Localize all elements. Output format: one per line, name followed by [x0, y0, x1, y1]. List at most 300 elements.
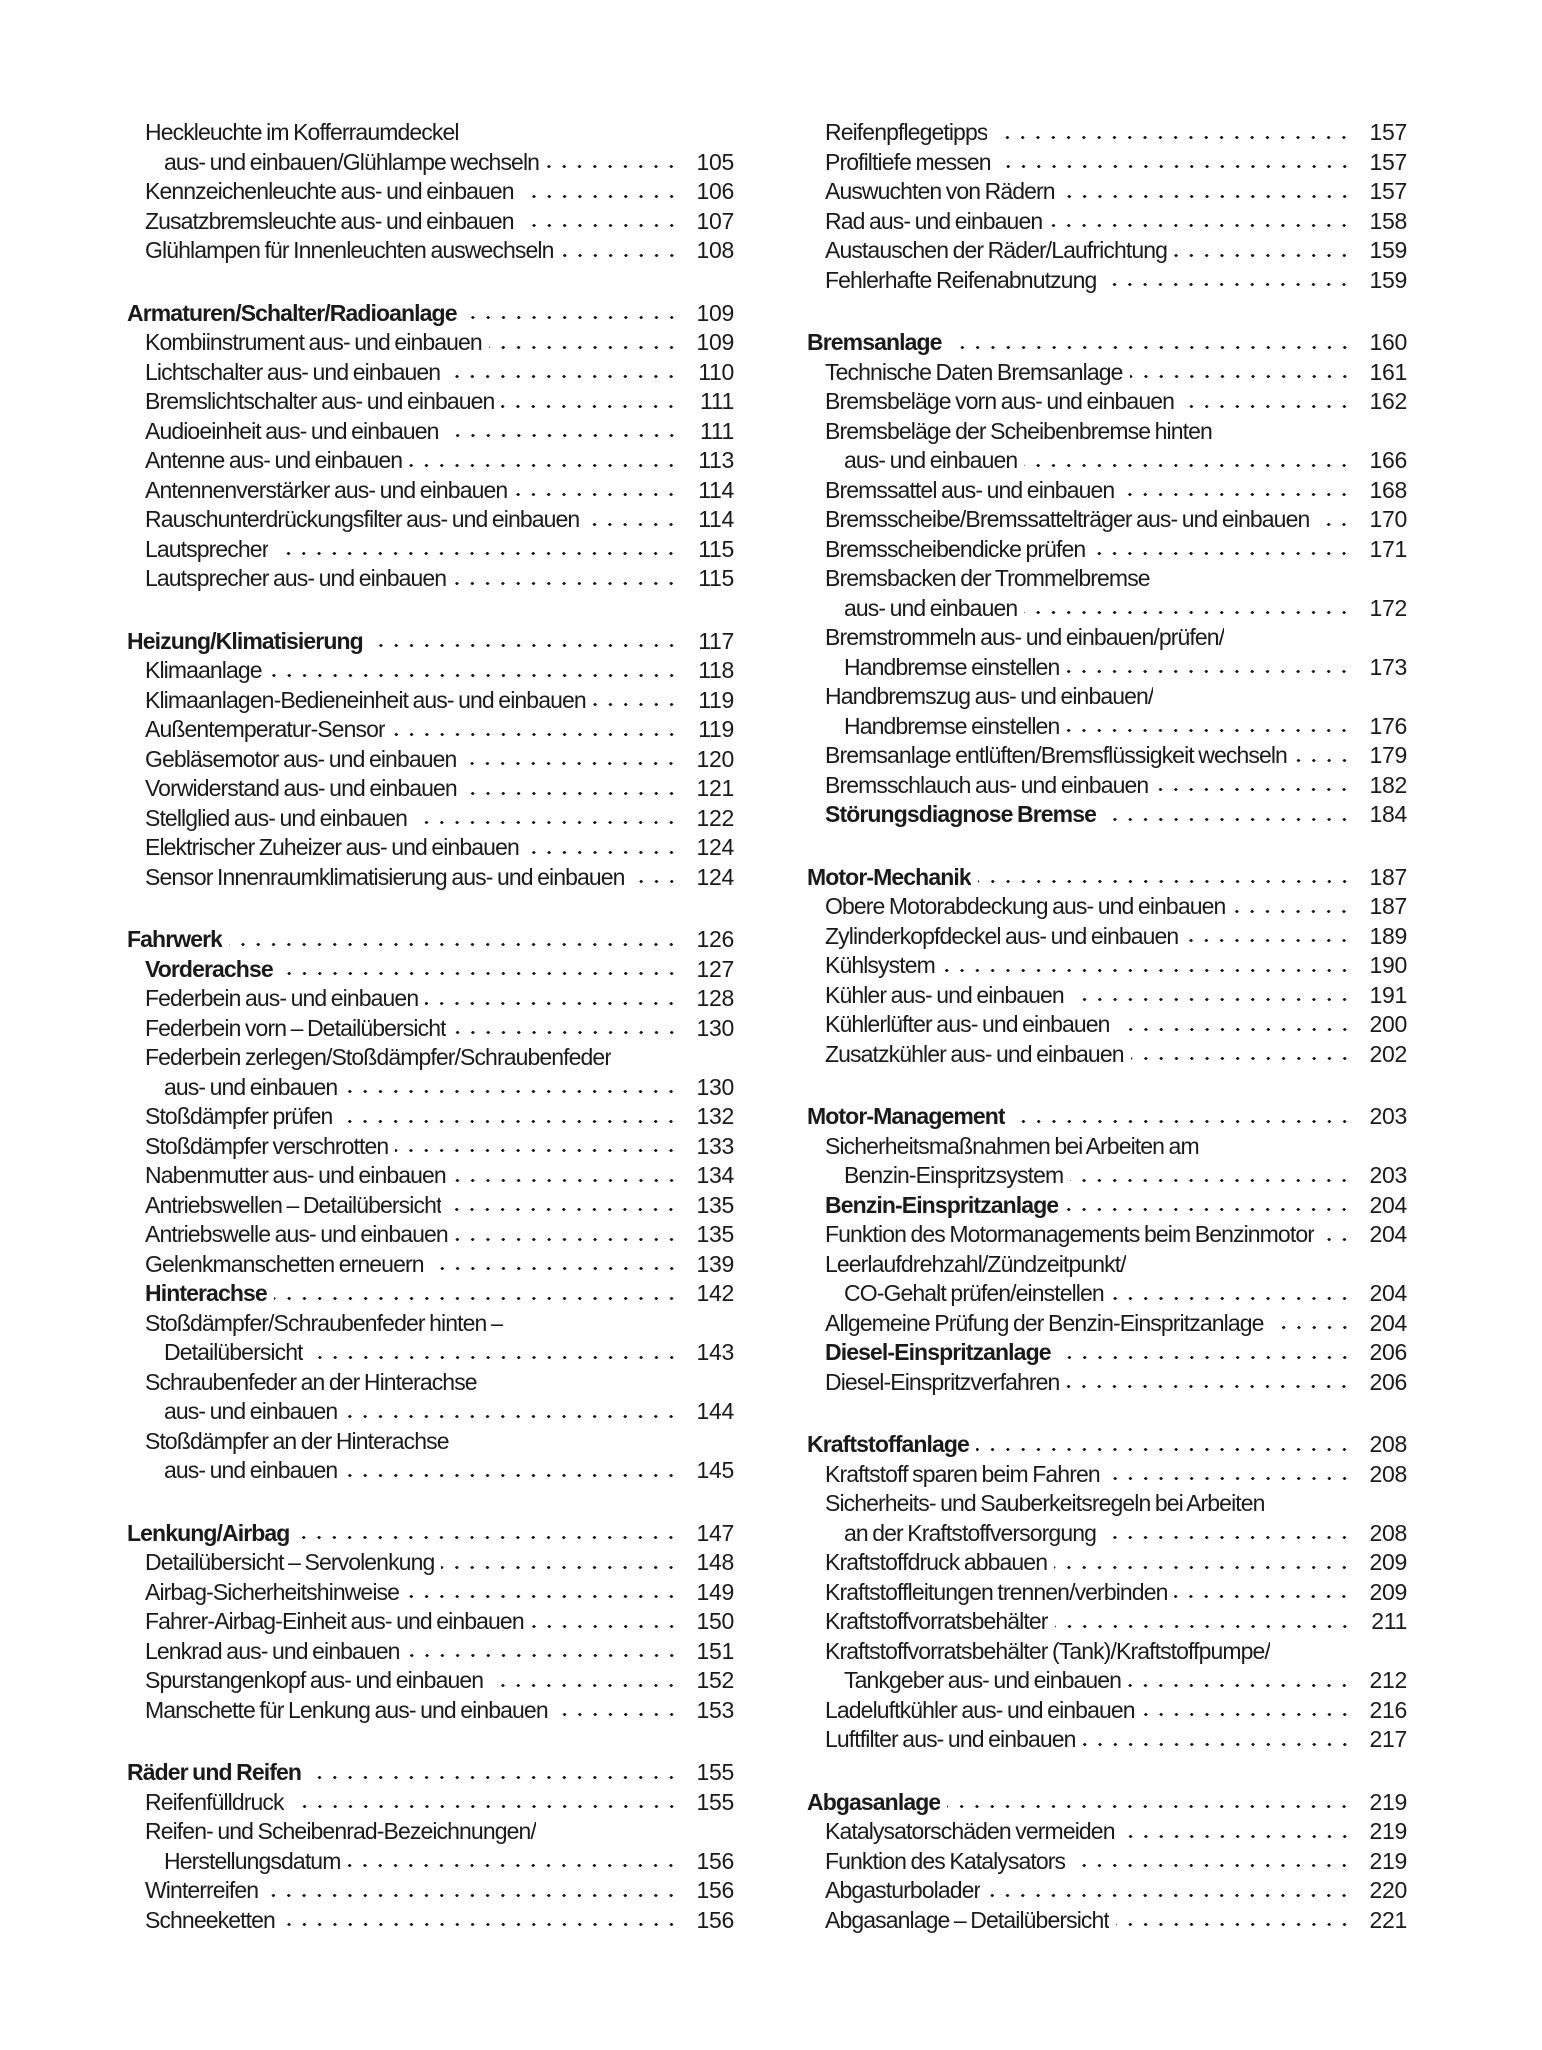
toc-entry-label: Kühlerlüfter aus- und einbauen — [825, 1011, 1110, 1037]
dot-leader — [555, 1712, 680, 1717]
dot-leader — [414, 820, 680, 825]
toc-entry-label: Reifenpflegetipps — [825, 119, 988, 145]
toc-entry-label: aus- und einbauen — [164, 1398, 338, 1424]
dot-leader — [1103, 282, 1353, 287]
toc-page-number: 187 — [1369, 863, 1407, 890]
toc-page-number: 121 — [696, 775, 734, 801]
toc-row — [807, 505, 1407, 535]
toc-entry-label: Antriebswellen – Detailübersicht — [145, 1191, 442, 1218]
toc-row — [807, 1010, 1407, 1040]
toc-row — [807, 653, 1407, 683]
dot-leader — [463, 761, 680, 766]
toc-entry-label: Antennenverstärker aus- und einbauen — [145, 476, 508, 503]
toc-section-title: Fahrwerk — [127, 926, 223, 952]
toc-row — [127, 118, 734, 148]
toc-entry-label: Klimaanlage — [145, 657, 262, 683]
toc-page-number: 126 — [696, 926, 734, 952]
dot-leader — [392, 732, 680, 737]
toc-entry-label: Federbein vorn – Detailübersicht — [145, 1014, 446, 1041]
toc-entry-label: Funktion des Motormanagements beim Benzinmotor — [825, 1221, 1314, 1247]
toc-entry-label: Außentemperatur-Sensor — [145, 716, 385, 742]
dot-leader — [296, 1535, 680, 1540]
toc-page-number: 162 — [1369, 388, 1407, 414]
toc-entry-label: Diesel-Einspritzanlage — [825, 1339, 1051, 1365]
toc-page-number: 106 — [696, 178, 734, 204]
toc-row — [807, 1548, 1407, 1578]
toc-page-number: 114 — [698, 506, 734, 532]
toc-entry-label: Luftfilter aus- und einbauen — [825, 1726, 1076, 1752]
toc-entry-label: Zylinderkopfdeckel aus- und einbauen — [825, 922, 1179, 949]
toc-section-title: Räder und Reifen — [127, 1759, 302, 1785]
toc-entry-label: Kraftstoff sparen beim Fahren — [825, 1460, 1100, 1487]
toc-entry-label: Fahrer-Airbag-Einheit aus- und einbauen — [145, 1608, 524, 1634]
toc-entry-label: Rad aus- und einbauen — [825, 207, 1043, 234]
toc-entry-label: Sicherheitsmaßnahmen bei Arbeiten am — [825, 1132, 1199, 1159]
toc-page-number: 208 — [1369, 1519, 1407, 1546]
toc-page-number: 220 — [1369, 1877, 1407, 1903]
toc-page-number: 147 — [696, 1519, 734, 1546]
dot-leader — [1316, 522, 1353, 527]
toc-page-number: 111 — [699, 417, 734, 444]
toc-row — [127, 863, 734, 893]
toc-entry-label: Obere Motorabdeckung aus- und einbauen — [825, 893, 1226, 919]
toc-section-title: Motor-Management — [807, 1103, 1005, 1129]
toc-entry-label: Abgasturbolader — [825, 1877, 981, 1903]
toc-column-right — [807, 118, 1407, 1935]
toc-page-number: 168 — [1369, 476, 1407, 503]
toc-page-number: 117 — [698, 627, 734, 654]
toc-row — [807, 1040, 1407, 1070]
dot-leader — [561, 253, 680, 258]
toc-entry-label: Elektrischer Zuheizer aus- und einbauen — [145, 834, 519, 860]
dot-leader — [978, 879, 1353, 884]
toc-row — [127, 833, 734, 863]
dot-leader — [291, 1804, 680, 1809]
toc-entry-label: aus- und einbauen — [844, 447, 1018, 473]
toc-page-number: 132 — [696, 1103, 734, 1129]
toc-row — [127, 745, 734, 775]
dot-leader — [274, 1296, 680, 1301]
dot-leader — [464, 791, 680, 796]
dot-leader — [987, 1893, 1353, 1898]
toc-entry-label: Kraftstoffvorratsbehälter (Tank)/Kraftstoffpumpe/ — [825, 1637, 1270, 1664]
dot-leader — [453, 1030, 680, 1035]
toc-entry-label: Bremsanlage entlüften/Bremsflüssigkeit wechseln — [825, 742, 1287, 768]
toc-page-number: 179 — [1369, 742, 1407, 768]
toc-entry-label: Klimaanlagen-Bedieneinheit aus- und einbauen — [145, 686, 586, 713]
toc-entry-label: Allgemeine Prüfung der Benzin-Einspritzanlage — [825, 1309, 1264, 1336]
toc-row — [127, 387, 734, 417]
dot-leader — [1065, 1207, 1353, 1212]
toc-page-number: 202 — [1369, 1040, 1407, 1067]
toc-row — [127, 148, 734, 178]
toc-page-number: 221 — [1369, 1906, 1407, 1933]
toc-page-number: 219 — [1369, 1788, 1407, 1815]
toc-page-number: 208 — [1369, 1460, 1407, 1487]
toc-row — [807, 741, 1407, 771]
toc-row — [127, 476, 734, 506]
toc-section-header-row — [807, 863, 1407, 893]
dot-leader — [521, 223, 680, 228]
toc-page-number: 212 — [1369, 1667, 1407, 1693]
toc-entry-label: Kennzeichenleuchte aus- und einbauen — [145, 178, 514, 204]
dot-leader — [1271, 1325, 1353, 1330]
dot-leader — [593, 702, 680, 707]
toc-entry-label: Manschette für Lenkung aus- und einbauen — [145, 1696, 548, 1723]
toc-entry-label: Hinterachse — [145, 1280, 267, 1306]
toc-row — [127, 1788, 734, 1818]
toc-row — [127, 1847, 734, 1877]
toc-entry-label: Benzin-Einspritzsystem — [844, 1162, 1064, 1188]
toc-entry-label: aus- und einbauen/Glühlampe wechseln — [164, 148, 540, 175]
toc-page-number: 208 — [1369, 1431, 1407, 1457]
toc-row — [127, 505, 734, 535]
toc-page-number: 105 — [696, 148, 734, 175]
toc-row — [127, 1279, 734, 1309]
toc-column-left — [127, 118, 734, 1935]
toc-row — [127, 564, 734, 594]
toc-row — [127, 656, 734, 686]
toc-row — [807, 981, 1407, 1011]
toc-row — [127, 1014, 734, 1044]
toc-row — [127, 1250, 734, 1280]
toc-row — [807, 922, 1407, 952]
dot-leader — [546, 164, 680, 169]
toc-page-number: 144 — [696, 1398, 734, 1424]
toc-row — [807, 535, 1407, 565]
toc-entry-label: Airbag-Sicherheitshinweise — [145, 1578, 400, 1605]
toc-page-number: 158 — [1369, 207, 1407, 234]
toc-row — [127, 1132, 734, 1162]
toc-page-number: 108 — [696, 237, 734, 263]
toc-page-number: 170 — [1369, 506, 1407, 532]
toc-page-number: 156 — [696, 1906, 734, 1933]
toc-entry-label: aus- und einbauen — [164, 1457, 338, 1483]
dot-leader — [344, 1089, 680, 1094]
toc-entry-label: Reifenfülldruck — [145, 1788, 284, 1815]
toc-entry-label: Leerlaufdrehzahl/Zündzeitpunkt/ — [825, 1250, 1126, 1277]
dot-leader — [453, 1178, 680, 1183]
dot-leader — [1181, 404, 1353, 409]
toc-row — [127, 1548, 734, 1578]
dot-leader — [1066, 1384, 1353, 1389]
toc-entry-label: Winterreifen — [145, 1877, 259, 1903]
dot-leader — [1092, 551, 1353, 556]
toc-row — [127, 1696, 734, 1726]
toc-entry-label: Zusatzbremsleuchte aus- und einbauen — [145, 207, 514, 234]
toc-row — [127, 535, 734, 565]
toc-section-header-row — [127, 1519, 734, 1549]
toc-section-title: Lenkung/Airbag — [127, 1519, 290, 1546]
toc-page-number: 135 — [696, 1191, 734, 1218]
toc-row — [807, 564, 1407, 594]
dot-leader — [370, 643, 680, 648]
toc-entry-label: Nabenmutter aus- und einbauen — [145, 1162, 446, 1188]
toc-page-number: 189 — [1369, 922, 1407, 949]
toc-row — [807, 1817, 1407, 1847]
toc-entry-label: Detailübersicht – Servolenkung — [145, 1549, 435, 1575]
toc-entry-label: Schneeketten — [145, 1906, 275, 1933]
toc-entry-label: Lautsprecher aus- und einbauen — [145, 565, 447, 591]
toc-page-number: 159 — [1369, 266, 1407, 293]
toc-row — [807, 236, 1407, 266]
dot-leader — [310, 1355, 680, 1360]
toc-section-header-row — [807, 1102, 1407, 1132]
toc-page-number: 109 — [696, 329, 734, 355]
dot-leader — [344, 1414, 680, 1419]
toc-page-number: 124 — [696, 863, 734, 890]
dot-leader — [1185, 938, 1353, 943]
toc-row — [127, 1427, 734, 1457]
toc-entry-label: Handbremse einstellen — [844, 653, 1060, 680]
toc-page-number: 187 — [1369, 893, 1407, 919]
toc-row — [127, 1578, 734, 1608]
dot-leader — [976, 1447, 1353, 1452]
dot-leader — [406, 1594, 680, 1599]
toc-entry-label: Bremssattel aus- und einbauen — [825, 476, 1115, 503]
toc-page-number: 135 — [696, 1221, 734, 1247]
toc-entry-label: Rauschunterdrückungsfilter aus- und einbauen — [145, 506, 580, 532]
toc-page-number: 139 — [696, 1250, 734, 1277]
toc-page-number: 134 — [696, 1162, 734, 1188]
toc-row — [127, 774, 734, 804]
toc-page-number: 204 — [1369, 1221, 1407, 1247]
toc-page-number: 145 — [696, 1457, 734, 1483]
dot-leader — [344, 1473, 680, 1478]
dot-leader — [308, 1775, 680, 1780]
toc-page-number: 204 — [1369, 1191, 1407, 1218]
toc-row — [807, 1578, 1407, 1608]
dot-leader — [431, 1266, 680, 1271]
toc-section-header-row — [807, 1430, 1407, 1460]
toc-row — [127, 1102, 734, 1132]
toc-row — [127, 804, 734, 834]
toc-row — [127, 1666, 734, 1696]
toc-entry-label: Antenne aus- und einbauen — [145, 447, 403, 473]
toc-row — [807, 1666, 1407, 1696]
toc-page-number: 200 — [1369, 1011, 1407, 1037]
dot-leader — [1117, 1027, 1353, 1032]
toc-section-title: Bremsanlage — [807, 329, 942, 355]
toc-row — [127, 1637, 734, 1667]
toc-entry-label: Lautsprecher — [145, 535, 269, 562]
toc-section-title: Kraftstoffanlage — [807, 1431, 969, 1457]
dot-leader — [446, 433, 680, 438]
dot-leader — [1107, 1476, 1353, 1481]
toc-page-number: 110 — [698, 358, 734, 385]
dot-leader — [1071, 997, 1353, 1002]
toc-entry-label: Federbein zerlegen/Stoßdämpfer/Schraubenfeder — [145, 1044, 612, 1070]
dot-leader — [1122, 1834, 1353, 1839]
toc-section — [127, 118, 734, 266]
toc-page-number: 149 — [696, 1578, 734, 1605]
toc-entry-label: Vorwiderstand aus- und einbauen — [145, 775, 457, 801]
toc-entry-label: Kraftstoffleitungen trennen/verbinden — [825, 1578, 1168, 1605]
dot-leader — [441, 1565, 680, 1570]
toc-entry-label: Sensor Innenraumklimatisierung aus- und einbauen — [145, 863, 625, 890]
dot-leader — [1142, 1712, 1353, 1717]
toc-row — [807, 1338, 1407, 1368]
toc-entry-label: Funktion des Katalysators — [825, 1847, 1066, 1874]
toc-entry-label: Bremslichtschalter aus- und einbauen — [145, 388, 495, 414]
toc-page-number: 119 — [698, 716, 734, 742]
dot-leader — [942, 968, 1353, 973]
toc-row — [127, 984, 734, 1014]
toc-row — [807, 476, 1407, 506]
toc-entry-label: Bremsbeläge der Scheibenbremse hinten — [825, 417, 1212, 444]
dot-leader — [947, 1804, 1353, 1809]
dot-leader — [1066, 728, 1353, 733]
toc-row — [127, 955, 734, 985]
dot-leader — [521, 194, 680, 199]
dot-leader — [490, 1683, 680, 1688]
dot-leader — [998, 164, 1353, 169]
toc-section — [127, 925, 734, 1486]
toc-row — [127, 686, 734, 716]
toc-page-number: 120 — [696, 745, 734, 772]
toc-page-number: 153 — [696, 1696, 734, 1723]
toc-entry-label: Zusatzkühler aus- und einbauen — [825, 1040, 1124, 1067]
toc-row — [127, 328, 734, 358]
dot-leader — [275, 551, 680, 556]
toc-entry-label: Stoßdämpfer verschrotten — [145, 1132, 389, 1159]
dot-leader — [1083, 1742, 1353, 1747]
toc-entry-label: Audioeinheit aus- und einbauen — [145, 417, 439, 444]
toc-row — [807, 417, 1407, 447]
dot-leader — [455, 1237, 680, 1242]
toc-entry-label: Herstellungsdatum — [164, 1847, 341, 1874]
toc-page-number: 219 — [1369, 1847, 1407, 1874]
toc-entry-label: Gebläsemotor aus- und einbauen — [145, 745, 457, 772]
toc-section-title: Armaturen/Schalter/Radioanlage — [127, 299, 457, 326]
toc-page-number: 217 — [1369, 1726, 1407, 1752]
toc-page-number: 159 — [1369, 237, 1407, 263]
toc-entry-label: Kraftstoffdruck abbauen — [825, 1549, 1048, 1575]
dot-leader — [1070, 1178, 1353, 1183]
toc-row — [807, 1489, 1407, 1519]
dot-leader — [339, 1119, 680, 1124]
toc-section-header-row — [127, 627, 734, 657]
dot-leader — [1066, 669, 1353, 674]
toc-row — [807, 1250, 1407, 1280]
toc-entry-label: Bremsscheibendicke prüfen — [825, 535, 1086, 562]
dot-leader — [1049, 223, 1353, 228]
toc-page-number: 148 — [696, 1549, 734, 1575]
dot-leader — [1103, 1535, 1353, 1540]
toc-section — [807, 1102, 1407, 1397]
toc-entry-label: Bremsbeläge vorn aus- und einbauen — [825, 388, 1174, 414]
toc-section-header-row — [807, 328, 1407, 358]
toc-page-number: 204 — [1369, 1309, 1407, 1336]
toc-page-number: 156 — [696, 1877, 734, 1903]
toc-section-title: Heizung/Klimatisierung — [127, 627, 363, 654]
toc-entry-label: aus- und einbauen — [164, 1073, 338, 1100]
toc-row — [127, 1073, 734, 1103]
toc-page-number: 184 — [1369, 801, 1407, 827]
dot-leader — [949, 345, 1353, 350]
dot-leader — [448, 1207, 680, 1212]
toc-row — [807, 148, 1407, 178]
toc-entry-label: Kraftstoffvorratsbehälter — [825, 1608, 1048, 1634]
toc-page-number: 122 — [696, 804, 734, 831]
toc-page-number: 176 — [1369, 712, 1407, 739]
toc-page-number: 130 — [696, 1014, 734, 1041]
dot-leader — [994, 135, 1353, 140]
toc-row — [807, 682, 1407, 712]
toc-page-number: 109 — [696, 299, 734, 326]
toc-entry-label: Störungsdiagnose Bremse — [825, 801, 1096, 827]
toc-section — [807, 863, 1407, 1070]
dot-leader — [1062, 194, 1353, 199]
toc-entry-label: Stoßdämpfer an der Hinterachse — [145, 1427, 449, 1454]
toc-row — [127, 1043, 734, 1073]
toc-entry-label: Technische Daten Bremsanlage — [825, 358, 1123, 385]
toc-entry-label: Ladeluftkühler aus- und einbauen — [825, 1696, 1135, 1723]
toc-row — [807, 1637, 1407, 1667]
dot-leader — [1103, 817, 1353, 822]
toc-row — [127, 1456, 734, 1486]
toc-row — [127, 236, 734, 266]
toc-entry-label: Schraubenfeder an der Hinterachse — [145, 1368, 477, 1395]
toc-page-number: 152 — [696, 1667, 734, 1693]
toc-row — [127, 1607, 734, 1637]
toc-row — [807, 1460, 1407, 1490]
toc-row — [807, 118, 1407, 148]
toc-entry-label: Reifen- und Scheibenrad-Bezeichnungen/ — [145, 1818, 536, 1844]
toc-row — [807, 771, 1407, 801]
toc-page-number: 203 — [1369, 1103, 1407, 1129]
toc-entry-label: Antriebswelle aus- und einbauen — [145, 1221, 448, 1247]
toc-page-number: 161 — [1369, 358, 1407, 385]
dot-leader — [632, 879, 680, 884]
toc-entry-label: Stellglied aus- und einbauen — [145, 804, 408, 831]
toc-page-number: 119 — [698, 686, 734, 713]
dot-leader — [269, 673, 680, 678]
toc-entry-label: Lenkrad aus- und einbauen — [145, 1637, 400, 1664]
dot-leader — [1232, 909, 1353, 914]
toc-page-number: 216 — [1369, 1696, 1407, 1723]
toc-page-number: 124 — [696, 834, 734, 860]
toc-page-number: 209 — [1369, 1549, 1407, 1575]
dot-leader — [1121, 492, 1353, 497]
toc-entry-label: Lichtschalter aus- und einbauen — [145, 358, 441, 385]
toc-row — [127, 715, 734, 745]
dot-leader — [464, 315, 680, 320]
dot-leader — [1128, 1683, 1353, 1688]
dot-leader — [425, 1001, 680, 1006]
toc-row — [807, 712, 1407, 742]
toc-row — [807, 1191, 1407, 1221]
dot-leader — [447, 374, 680, 379]
toc-row — [127, 1397, 734, 1427]
toc-row — [807, 892, 1407, 922]
toc-row — [807, 1161, 1407, 1191]
toc-entry-label: aus- und einbauen — [844, 594, 1018, 621]
toc-page-number: 157 — [1369, 178, 1407, 204]
dot-leader — [229, 942, 680, 947]
toc-page-number: 143 — [696, 1339, 734, 1365]
toc-entry-label: Handbremszug aus- und einbauen/ — [825, 683, 1154, 709]
toc-page-number: 128 — [696, 985, 734, 1011]
toc-page-number: 151 — [696, 1637, 734, 1664]
toc-row — [807, 623, 1407, 653]
toc-page-number: 113 — [698, 447, 734, 473]
dot-leader — [1294, 758, 1353, 763]
toc-entry-label: Katalysatorschäden vermeiden — [825, 1818, 1115, 1844]
toc-page-number: 150 — [696, 1608, 734, 1634]
toc-section-header-row — [807, 1788, 1407, 1818]
toc-page-number: 156 — [696, 1847, 734, 1874]
